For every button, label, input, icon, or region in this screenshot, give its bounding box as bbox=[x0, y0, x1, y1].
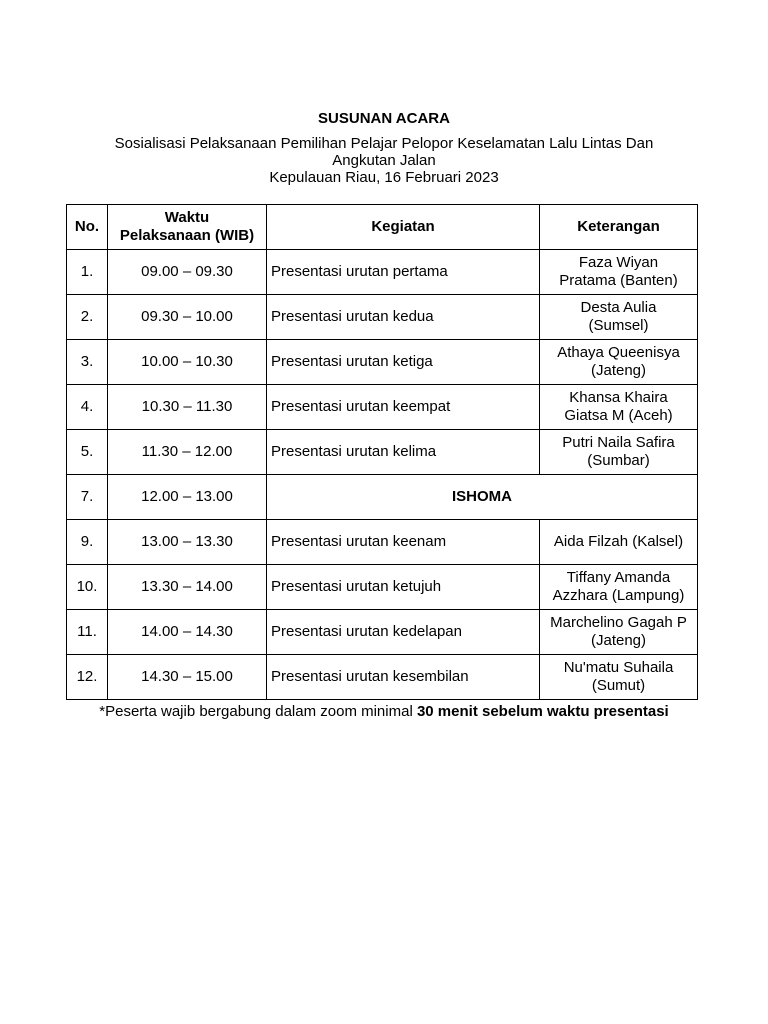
table-row bbox=[67, 250, 698, 295]
cell-waktu: 09.30 – 10.00 bbox=[108, 295, 267, 340]
cell-no: 10. bbox=[67, 565, 108, 610]
keterangan-line2: Pratama (Banten) bbox=[559, 272, 678, 289]
cell-keterangan bbox=[540, 430, 698, 475]
keterangan-line2: (Sumbar) bbox=[587, 452, 650, 469]
keterangan-line1: Khansa Khaira bbox=[569, 389, 668, 406]
keterangan-line2: (Sumsel) bbox=[588, 317, 649, 334]
header-waktu bbox=[108, 205, 267, 250]
keterangan-line1: Desta Aulia bbox=[580, 299, 657, 316]
cell-no: 7. bbox=[67, 475, 108, 520]
cell-waktu: 13.00 – 13.30 bbox=[108, 520, 267, 565]
header-no: No. bbox=[67, 205, 108, 250]
schedule-table bbox=[66, 204, 698, 700]
keterangan-line2: (Sumut) bbox=[591, 677, 646, 694]
cell-no: 3. bbox=[67, 340, 108, 385]
cell-kegiatan: Presentasi urutan ketiga bbox=[267, 340, 540, 385]
table-row-break bbox=[67, 475, 698, 520]
cell-keterangan bbox=[540, 385, 698, 430]
table-row bbox=[67, 610, 698, 655]
cell-no: 4. bbox=[67, 385, 108, 430]
keterangan-line1: Putri Naila Safira bbox=[562, 434, 675, 451]
cell-waktu: 10.30 – 11.30 bbox=[108, 385, 267, 430]
cell-kegiatan: Presentasi urutan ketujuh bbox=[267, 565, 540, 610]
cell-waktu: 13.30 – 14.00 bbox=[108, 565, 267, 610]
table-row bbox=[67, 295, 698, 340]
cell-waktu: 10.00 – 10.30 bbox=[108, 340, 267, 385]
cell-kegiatan: Presentasi urutan keenam bbox=[267, 520, 540, 565]
document-title: SUSUNAN ACARA bbox=[318, 110, 450, 127]
cell-no: 5. bbox=[67, 430, 108, 475]
cell-kegiatan: Presentasi urutan keempat bbox=[267, 385, 540, 430]
table-row bbox=[67, 520, 698, 565]
cell-break-ishoma: ISHOMA bbox=[267, 475, 698, 520]
cell-keterangan bbox=[540, 520, 698, 565]
table-row bbox=[67, 430, 698, 475]
cell-waktu: 11.30 – 12.00 bbox=[108, 430, 267, 475]
cell-waktu: 14.30 – 15.00 bbox=[108, 655, 267, 700]
cell-waktu: 12.00 – 13.00 bbox=[108, 475, 267, 520]
footnote-text: *Peserta wajib bergabung dalam zoom minimal bbox=[99, 703, 417, 720]
subtitle-place-date: Kepulauan Riau, 16 Februari 2023 bbox=[269, 169, 499, 186]
keterangan-line1: Marchelino Gagah P bbox=[550, 614, 687, 631]
keterangan-line1: Athaya Queenisya bbox=[557, 344, 680, 361]
table-row bbox=[67, 385, 698, 430]
subtitle-event-name: Sosialisasi Pelaksanaan Pemilihan Pelajar Pelopor Keselamatan Lalu Lintas Dan Angkutan Jalan bbox=[114, 135, 654, 169]
footnote bbox=[0, 703, 768, 721]
cell-kegiatan: Presentasi urutan kedelapan bbox=[267, 610, 540, 655]
cell-waktu: 09.00 – 09.30 bbox=[108, 250, 267, 295]
table-header-row bbox=[67, 205, 698, 250]
table-row bbox=[67, 565, 698, 610]
document-subtitle bbox=[84, 135, 684, 186]
cell-no: 11. bbox=[67, 610, 108, 655]
keterangan-line2: (Jateng) bbox=[590, 362, 647, 379]
keterangan-line2: Giatsa M (Aceh) bbox=[564, 407, 673, 424]
header-waktu-line2: Pelaksanaan (WIB) bbox=[119, 227, 255, 244]
header-kegiatan: Kegiatan bbox=[267, 205, 540, 250]
table-row bbox=[67, 340, 698, 385]
cell-kegiatan: Presentasi urutan kesembilan bbox=[267, 655, 540, 700]
cell-keterangan bbox=[540, 610, 698, 655]
cell-keterangan bbox=[540, 250, 698, 295]
cell-kegiatan: Presentasi urutan kelima bbox=[267, 430, 540, 475]
cell-keterangan bbox=[540, 340, 698, 385]
document-header bbox=[0, 110, 768, 186]
cell-no: 12. bbox=[67, 655, 108, 700]
cell-keterangan bbox=[540, 565, 698, 610]
cell-no: 9. bbox=[67, 520, 108, 565]
cell-keterangan bbox=[540, 295, 698, 340]
keterangan-line1: Tiffany Amanda bbox=[566, 569, 671, 586]
cell-waktu: 14.00 – 14.30 bbox=[108, 610, 267, 655]
keterangan-line1: Aida Filzah (Kalsel) bbox=[553, 533, 684, 550]
cell-kegiatan: Presentasi urutan kedua bbox=[267, 295, 540, 340]
keterangan-line1: Faza Wiyan bbox=[578, 254, 659, 271]
keterangan-line2: Azzhara (Lampung) bbox=[552, 587, 685, 604]
cell-no: 1. bbox=[67, 250, 108, 295]
table-body bbox=[67, 250, 698, 700]
header-keterangan: Keterangan bbox=[540, 205, 698, 250]
keterangan-line2: (Jateng) bbox=[590, 632, 647, 649]
keterangan-line1: Nu'matu Suhaila bbox=[563, 659, 674, 676]
footnote-emphasis: 30 menit sebelum waktu presentasi bbox=[416, 703, 669, 720]
cell-keterangan bbox=[540, 655, 698, 700]
cell-no: 2. bbox=[67, 295, 108, 340]
cell-kegiatan: Presentasi urutan pertama bbox=[267, 250, 540, 295]
header-waktu-line1: Waktu bbox=[164, 209, 210, 226]
table-row bbox=[67, 655, 698, 700]
